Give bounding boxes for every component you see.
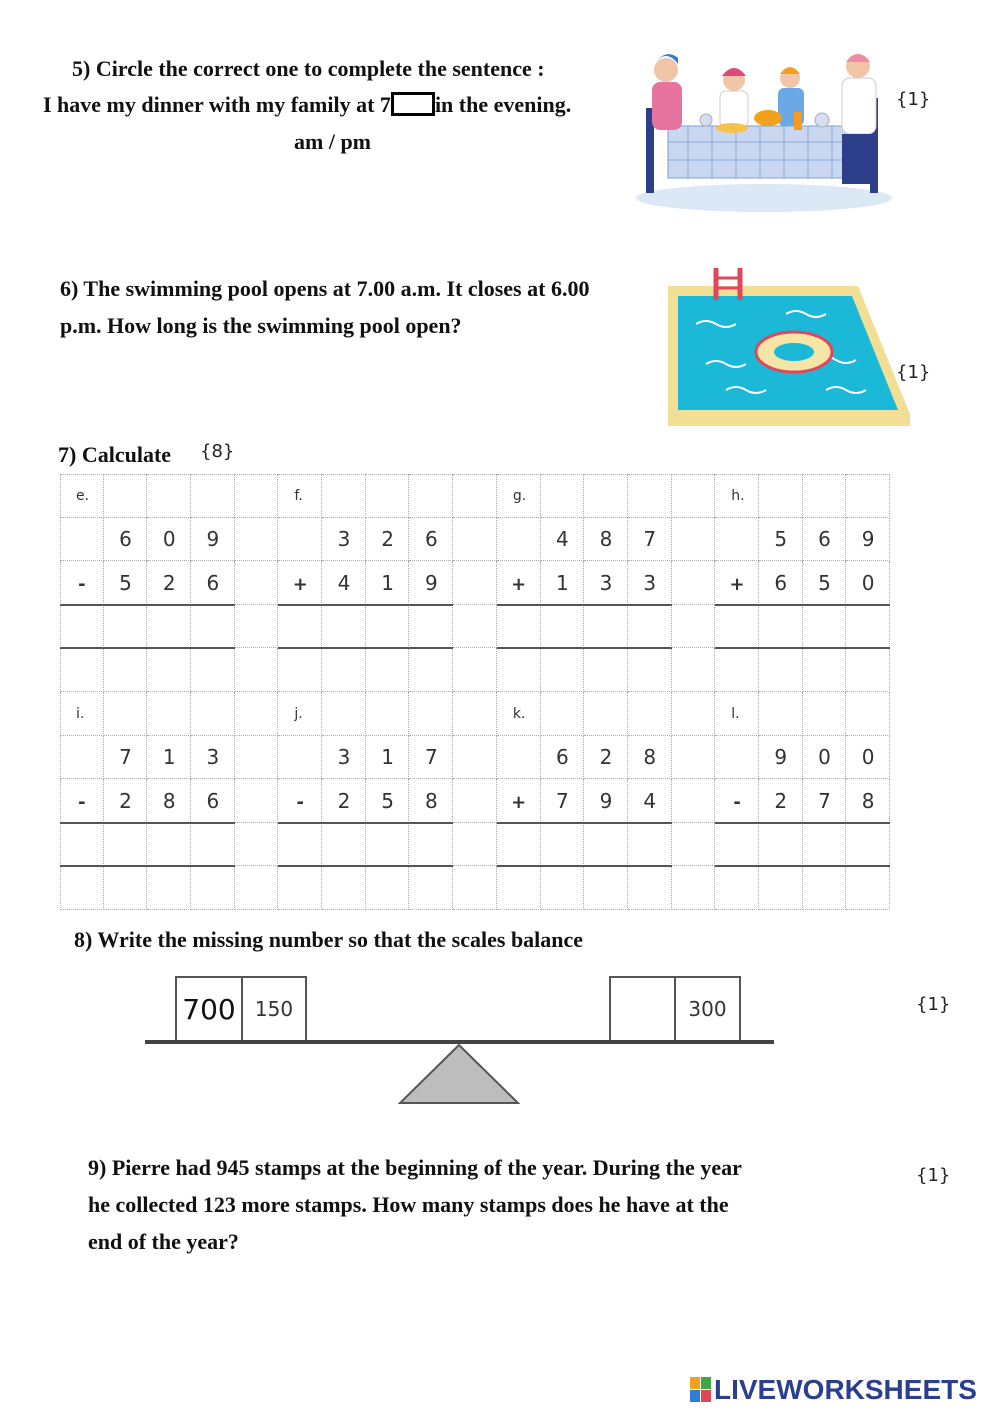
grid-cell [322, 866, 366, 910]
grid-cell [803, 648, 847, 692]
grid-cell [453, 605, 497, 649]
family-dinner-illustration [632, 48, 896, 214]
grid-cell [715, 518, 759, 562]
answer-digit-input[interactable] [60, 607, 104, 647]
answer-digit-input[interactable] [497, 825, 541, 865]
grid-cell [628, 474, 672, 518]
digit-top: 9 [206, 527, 220, 552]
grid-cell [453, 561, 497, 605]
q6-line1: 6) The swimming pool opens at 7.00 a.m. It closes at 6.00 [60, 276, 590, 301]
answer-digit-input[interactable] [715, 825, 759, 865]
grid-cell [453, 866, 497, 910]
digit-top: 0 [162, 527, 176, 552]
digit-bottom: 2 [337, 788, 351, 813]
grid-cell [453, 692, 497, 736]
grid-cell [104, 474, 148, 518]
answer-digit-input[interactable] [322, 607, 366, 647]
grid-cell [235, 823, 279, 867]
grid-cell [672, 736, 716, 780]
grid-cell [235, 561, 279, 605]
answer-digit-input[interactable] [104, 825, 148, 865]
q7-title: 7) Calculate [58, 442, 172, 467]
grid-cell [191, 648, 235, 692]
grid-cell [104, 692, 148, 736]
q5-answer-input[interactable] [394, 108, 432, 126]
grid-cell [715, 736, 759, 780]
grid-cell [803, 474, 847, 518]
answer-line [60, 822, 235, 824]
digit-top: 3 [206, 745, 220, 770]
answer-line [278, 647, 453, 649]
problem-label: j. [294, 705, 303, 722]
digit-bottom: 9 [599, 788, 613, 813]
answer-digit-input[interactable] [628, 607, 672, 647]
operator-sign: + [729, 573, 745, 595]
grid-cell [453, 736, 497, 780]
answer-digit-input[interactable] [541, 607, 585, 647]
digit-top: 7 [119, 745, 132, 770]
q5-sentence-end: in the evening. [434, 92, 572, 117]
grid-cell [235, 648, 279, 692]
grid-cell [497, 736, 541, 780]
grid-cell [366, 866, 410, 910]
answer-digit-input[interactable] [278, 825, 322, 865]
q8-title: 8) Write the missing number so that the scales balance [74, 927, 584, 952]
q9-line3: end of the year? [88, 1229, 239, 1254]
answer-digit-input[interactable] [191, 825, 235, 865]
scale-right-weight-300 [674, 976, 741, 1042]
scale-left-weight-150-value: 150 [254, 997, 294, 1021]
digit-bottom: 4 [643, 788, 657, 813]
grid-cell [235, 605, 279, 649]
answer-digit-input[interactable] [191, 607, 235, 647]
answer-digit-input[interactable] [366, 825, 410, 865]
answer-line [278, 865, 453, 867]
digit-top: 6 [424, 527, 438, 552]
answer-line [715, 647, 890, 649]
q5-sentence [43, 86, 571, 123]
grid-cell [715, 866, 759, 910]
scale-fulcrum-icon [398, 1043, 520, 1105]
grid-cell [60, 866, 104, 910]
answer-line [715, 865, 890, 867]
answer-line [278, 822, 453, 824]
answer-digit-input[interactable] [715, 607, 759, 647]
grid-cell [672, 692, 716, 736]
grid-cell [715, 648, 759, 692]
answer-digit-input[interactable] [409, 825, 453, 865]
q9-line1: 9) Pierre had 945 stamps at the beginning of the year. During the year [88, 1155, 742, 1180]
answer-digit-input[interactable] [584, 607, 628, 647]
answer-line [715, 604, 890, 606]
digit-top: 7 [643, 527, 657, 552]
grid-cell [672, 561, 716, 605]
grid-cell [846, 866, 890, 910]
grid-cell [672, 823, 716, 867]
digit-bottom: 8 [162, 788, 176, 813]
digit-bottom: 7 [555, 788, 569, 813]
answer-digit-input[interactable] [628, 825, 672, 865]
digit-bottom: 0 [861, 570, 875, 595]
digit-top: 2 [599, 745, 613, 770]
digit-bottom: 3 [643, 570, 657, 595]
grid-cell [541, 474, 585, 518]
grid-cell [60, 648, 104, 692]
grid-cell [672, 474, 716, 518]
operator-sign: - [296, 791, 304, 813]
grid-cell [235, 779, 279, 823]
grid-cell [497, 866, 541, 910]
grid-cell [322, 474, 366, 518]
grid-cell [846, 648, 890, 692]
digit-top: 2 [381, 527, 394, 552]
grid-cell [322, 648, 366, 692]
operator-sign: - [78, 573, 86, 595]
answer-digit-input[interactable] [366, 607, 410, 647]
grid-cell [235, 474, 279, 518]
grid-cell [409, 866, 453, 910]
grid-cell [497, 518, 541, 562]
grid-cell [453, 779, 497, 823]
answer-line [60, 865, 235, 867]
grid-cell [584, 866, 628, 910]
digit-top: 5 [774, 527, 788, 552]
digit-top: 9 [774, 745, 788, 770]
digit-top: 8 [599, 527, 613, 552]
answer-line [497, 604, 672, 606]
grid-cell [235, 692, 279, 736]
digit-bottom: 6 [774, 570, 788, 595]
digit-bottom: 2 [162, 570, 176, 595]
scale-left-weight-700 [175, 976, 243, 1042]
digit-bottom: 2 [774, 788, 788, 813]
grid-cell [453, 648, 497, 692]
answer-digit-input[interactable] [409, 607, 453, 647]
grid-cell [584, 648, 628, 692]
calculation-grid [60, 474, 890, 910]
operator-sign: + [292, 573, 308, 595]
grid-cell [235, 866, 279, 910]
q6-line2: p.m. How long is the swimming pool open? [60, 313, 462, 338]
grid-cell [278, 518, 322, 562]
digit-top: 6 [818, 527, 831, 552]
answer-line [715, 822, 890, 824]
liveworksheets-logo [690, 1374, 977, 1406]
q5-options[interactable]: am / pm [294, 129, 371, 154]
problem-label: k. [512, 705, 526, 722]
grid-cell [453, 474, 497, 518]
digit-bottom: 6 [206, 570, 220, 595]
grid-cell [541, 866, 585, 910]
grid-cell [453, 518, 497, 562]
q7-marks: {8} [200, 441, 235, 462]
answer-digit-input[interactable] [584, 825, 628, 865]
grid-cell [191, 866, 235, 910]
grid-cell [584, 474, 628, 518]
grid-cell [60, 736, 104, 780]
answer-digit-input[interactable] [846, 607, 890, 647]
grid-cell [672, 605, 716, 649]
answer-line [497, 865, 672, 867]
grid-cell [541, 692, 585, 736]
digit-bottom: 5 [381, 788, 394, 813]
grid-cell [497, 648, 541, 692]
grid-cell [147, 648, 191, 692]
grid-cell [60, 518, 104, 562]
digit-top: 8 [643, 745, 657, 770]
answer-digit-input[interactable] [60, 825, 104, 865]
answer-line [497, 647, 672, 649]
scale-left-weight-700-value: 700 [182, 992, 236, 1026]
operator-sign: + [511, 573, 527, 595]
answer-digit-input[interactable] [846, 825, 890, 865]
grid-cell [453, 823, 497, 867]
digit-bottom: 4 [337, 570, 351, 595]
grid-cell [672, 866, 716, 910]
q9-line2: he collected 123 more stamps. How many stamps does he have at the [88, 1192, 729, 1217]
scale-right-weight-300-value: 300 [688, 997, 727, 1021]
problem-label: l. [731, 705, 740, 722]
answer-digit-input[interactable] [497, 607, 541, 647]
problem-label: h. [731, 487, 745, 504]
answer-digit-input[interactable] [759, 607, 803, 647]
digit-bottom: 5 [818, 570, 831, 595]
q5-marks: {1} [896, 89, 931, 110]
grid-cell [409, 692, 453, 736]
grid-cell [104, 866, 148, 910]
grid-cell [147, 692, 191, 736]
digit-top: 0 [818, 745, 831, 770]
grid-cell [366, 648, 410, 692]
grid-cell [147, 474, 191, 518]
digit-top: 9 [861, 527, 875, 552]
grid-cell [672, 518, 716, 562]
digit-top: 6 [555, 745, 569, 770]
digit-top: 0 [861, 745, 875, 770]
grid-cell [628, 692, 672, 736]
digit-bottom: 6 [206, 788, 220, 813]
answer-digit-input[interactable] [803, 607, 847, 647]
digit-bottom: 8 [861, 788, 875, 813]
operator-sign: + [511, 791, 527, 813]
grid-cell [191, 692, 235, 736]
answer-digit-input[interactable] [278, 607, 322, 647]
problem-label: g. [512, 487, 527, 504]
grid-cell [672, 648, 716, 692]
grid-cell [322, 692, 366, 736]
grid-cell [104, 648, 148, 692]
q5-title: 5) Circle the correct one to complete the sentence : [72, 56, 545, 81]
operator-sign: - [78, 791, 86, 813]
q8-marks: {1} [916, 994, 951, 1015]
answer-line [60, 604, 235, 606]
digit-bottom: 8 [424, 788, 438, 813]
digit-top: 3 [337, 745, 351, 770]
q5-sentence-start: I have my dinner with my family at 7 [43, 92, 391, 117]
scale-right-missing-box[interactable] [609, 976, 676, 1042]
answer-line [278, 604, 453, 606]
operator-sign: - [733, 791, 741, 813]
grid-cell [278, 866, 322, 910]
grid-cell [278, 736, 322, 780]
grid-cell [235, 518, 279, 562]
scale-left-weight-150 [241, 976, 307, 1042]
digit-top: 1 [162, 745, 176, 770]
liveworksheets-logo-icon [690, 1377, 712, 1403]
scale-missing-number-input[interactable] [611, 988, 675, 1030]
answer-digit-input[interactable] [759, 825, 803, 865]
digit-top: 4 [555, 527, 569, 552]
grid-cell [278, 648, 322, 692]
answer-digit-input[interactable] [147, 825, 191, 865]
grid-cell [628, 866, 672, 910]
grid-cell [846, 692, 890, 736]
grid-cell [409, 648, 453, 692]
digit-top: 3 [337, 527, 351, 552]
q6-marks: {1} [896, 362, 931, 383]
grid-cell [759, 692, 803, 736]
q5-answer-box[interactable] [391, 92, 435, 116]
grid-cell [803, 692, 847, 736]
grid-cell [672, 779, 716, 823]
grid-cell [366, 474, 410, 518]
grid-cell [628, 648, 672, 692]
q9-marks: {1} [916, 1165, 951, 1186]
digit-bottom: 1 [555, 570, 569, 595]
grid-cell [366, 692, 410, 736]
digit-top: 6 [119, 527, 132, 552]
digit-bottom: 3 [599, 570, 613, 595]
grid-cell [541, 648, 585, 692]
swimming-pool-illustration [666, 264, 912, 428]
answer-line [497, 822, 672, 824]
grid-cell [235, 736, 279, 780]
digit-bottom: 9 [424, 570, 438, 595]
grid-cell [759, 648, 803, 692]
grid-cell [191, 474, 235, 518]
answer-line [60, 647, 235, 649]
digit-bottom: 2 [119, 788, 132, 813]
grid-cell [846, 474, 890, 518]
grid-cell [759, 866, 803, 910]
answer-digit-input[interactable] [541, 825, 585, 865]
problem-label: f. [294, 487, 303, 504]
digit-bottom: 5 [119, 570, 132, 595]
problem-label: e. [76, 487, 90, 504]
problem-label: i. [76, 705, 85, 722]
digit-top: 7 [424, 745, 438, 770]
grid-cell [409, 474, 453, 518]
digit-top: 1 [381, 745, 394, 770]
answer-digit-input[interactable] [803, 825, 847, 865]
digit-bottom: 1 [381, 570, 394, 595]
answer-digit-input[interactable] [147, 607, 191, 647]
digit-bottom: 7 [818, 788, 831, 813]
answer-digit-input[interactable] [322, 825, 366, 865]
grid-cell [803, 866, 847, 910]
grid-cell [584, 692, 628, 736]
liveworksheets-brand: LIVEWORKSHEETS [714, 1374, 977, 1405]
grid-cell [759, 474, 803, 518]
answer-digit-input[interactable] [104, 607, 148, 647]
grid-cell [147, 866, 191, 910]
